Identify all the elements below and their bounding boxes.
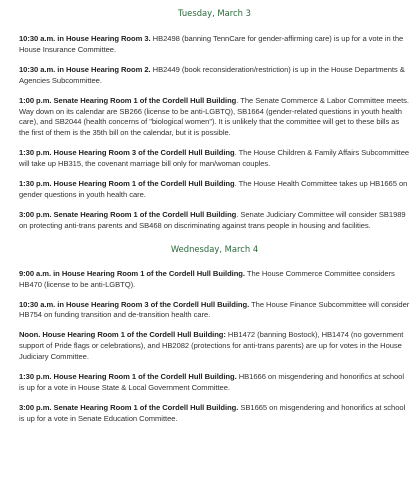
event-time-location: 10:30 a.m. in House Hearing Room 3. — [19, 34, 151, 43]
event-item — [19, 330, 410, 363]
event-details: HB2449 (book reconsideration/restriction) is up in the House Departments & Agencies Subcommittee. — [19, 64, 405, 85]
event-time-location: 1:30 p.m. House Hearing Room 1 of the Cordell Hull Building — [19, 179, 235, 189]
event-time-location: 1:30 p.m. House Hearing Room 1 of the Cordell Hull Building. — [19, 372, 237, 382]
event-time-location: Noon. House Hearing Room 1 of the Cordell Hull Building: — [19, 330, 226, 340]
event-item — [19, 65, 410, 87]
event-item — [19, 179, 410, 201]
event-item — [19, 148, 410, 170]
event-item — [19, 210, 410, 232]
event-details: The House Commerce Committee considers HB470 (license to be anti-LGBTQ). — [19, 268, 395, 289]
event-details: HB1472 (banning Bostock), HB1474 (no government support of Pride flags or celebrations), and HB2082 (protections for anti-trans parents) are up for votes in the House Judiciary Committee. — [19, 330, 404, 362]
event-item — [19, 300, 410, 322]
event-time-location: 10:30 a.m. in House Hearing Room 3 of the Cordell Hull Building. — [19, 299, 250, 309]
event-time-location: 1:30 p.m. House Hearing Room 3 of the Cordell Hull Building — [19, 148, 235, 158]
event-details: HB1666 on misgendering and honorifics at school is up for a vote in House State & Local Government Committee. — [19, 372, 404, 392]
event-time-location: 9:00 a.m. in House Hearing Room 1 of the Cordell Hull Building. — [19, 268, 245, 278]
event-item — [19, 269, 410, 291]
event-details: . The Senate Commerce & Labor Committee meets. Way down on its calendar are SB266 (license to be anti-LGBTQ), SB1664 (gender-related questions in youth health care), and SB2044 (health concerns of "biological women"). It is unlikely that the committee will get to these bills as the first of them is the 35th bill on the calendar, but it is possible. — [19, 95, 409, 138]
event-details: . Senate Judiciary Committee will consider SB1989 on protecting anti-trans parents and SB468 on discriminating against trans people in housing and facilities. — [19, 209, 406, 230]
event-item — [19, 96, 410, 140]
event-time-location: 1:00 p.m. Senate Hearing Room 1 of the Cordell Hull Building — [19, 95, 237, 105]
event-details: SB1665 on misgendering and honorifics at school is up for a vote in Senate Education Committee. — [19, 402, 406, 423]
event-time-location: 3:00 p.m. Senate Hearing Room 1 of the Cordell Hull Building — [19, 209, 237, 219]
event-time-location: 3:00 p.m. Senate Hearing Room 1 of the Cordell Hull Building. — [19, 402, 239, 412]
event-details: . The House Children & Family Affairs Subcommittee will take up HB315, the covenant marriage bill only for man/woman couples. — [19, 148, 410, 169]
event-item — [19, 34, 410, 56]
event-item — [19, 403, 410, 425]
event-item — [19, 372, 410, 394]
day-heading-wednesday: Wednesday, March 4 — [170, 243, 259, 254]
event-details: . The House Health Committee takes up HB1665 on gender questions in youth health care. — [19, 179, 408, 199]
event-details: HB2498 (banning TennCare for gender-affirming care) is up for a vote in the House Insurance Committee. — [19, 34, 404, 54]
event-details: The House Finance Subcommittee will consider HB754 on funding transition and de-transition health care. — [19, 299, 410, 320]
day-heading-tuesday: Tuesday, March 3 — [178, 8, 251, 18]
event-time-location: 10:30 a.m. in House Hearing Room 2. — [19, 64, 151, 74]
